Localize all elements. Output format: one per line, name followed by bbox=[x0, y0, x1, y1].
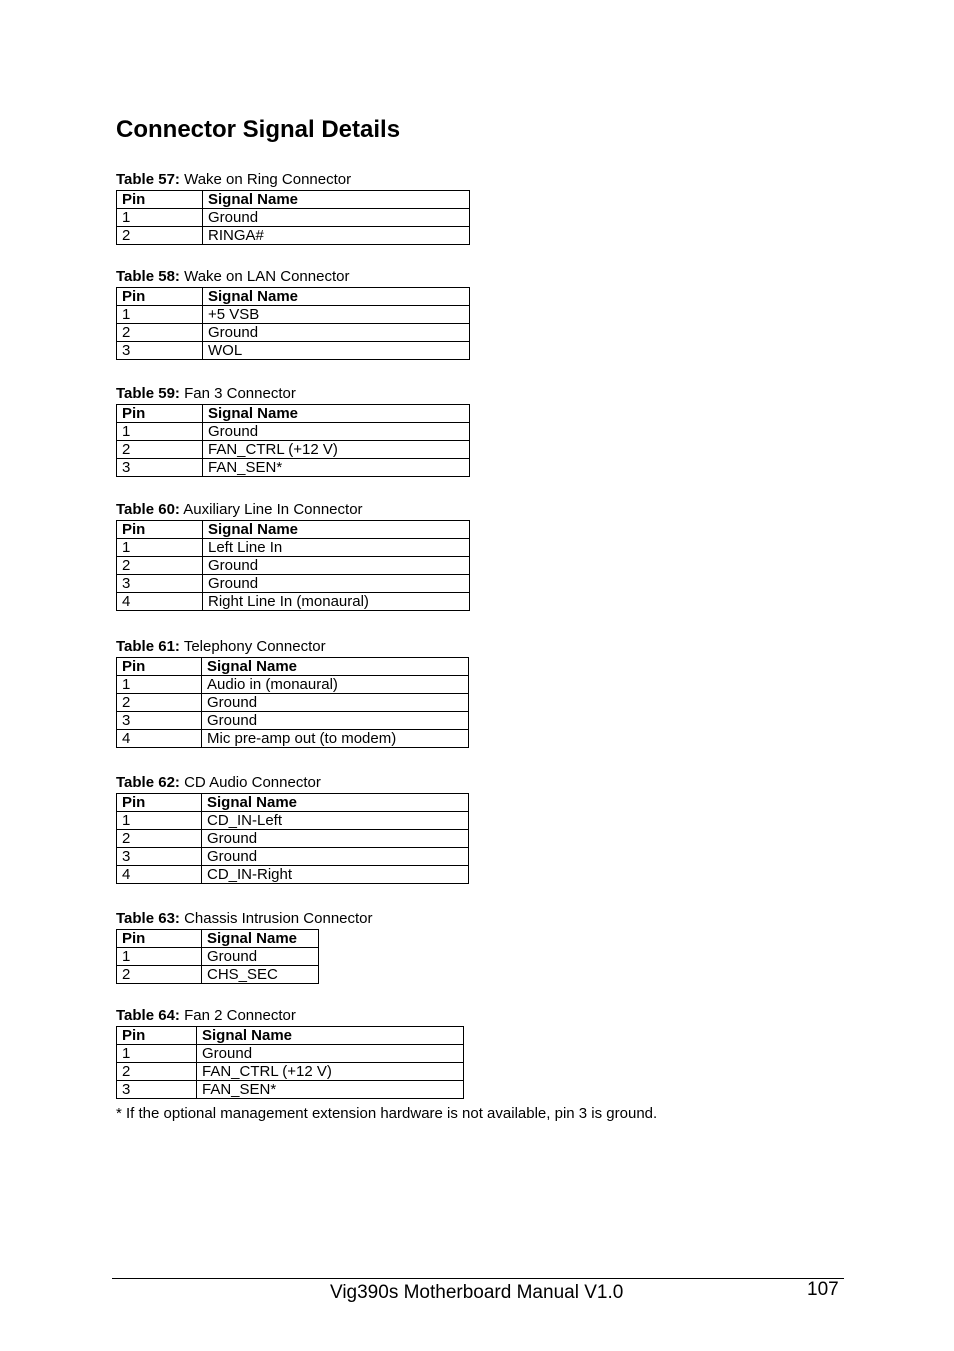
pin-cell: 3 bbox=[117, 575, 203, 593]
pin-cell: 3 bbox=[117, 459, 203, 477]
table-number: Table 59: bbox=[116, 385, 180, 402]
header-pin: Pin bbox=[117, 1027, 197, 1045]
header-signal: Signal Name bbox=[203, 405, 470, 423]
table-61-block bbox=[116, 637, 469, 748]
table-number: Table 60: bbox=[116, 501, 180, 518]
header-signal: Signal Name bbox=[202, 930, 319, 948]
table-title: Fan 3 Connector bbox=[184, 385, 296, 402]
pin-cell: 1 bbox=[117, 948, 202, 966]
pin-cell: 3 bbox=[117, 342, 203, 360]
pin-cell: 3 bbox=[117, 712, 202, 730]
signal-cell: FAN_CTRL (+12 V) bbox=[203, 441, 470, 459]
signal-cell: Ground bbox=[202, 712, 469, 730]
table-row bbox=[117, 459, 470, 477]
table-57-block bbox=[116, 170, 470, 245]
table-row bbox=[117, 676, 469, 694]
signal-cell: Ground bbox=[202, 848, 469, 866]
pin-cell: 2 bbox=[117, 441, 203, 459]
pin-cell: 1 bbox=[117, 812, 202, 830]
table-header-row bbox=[117, 1027, 464, 1045]
table-59-block bbox=[116, 384, 470, 477]
table-header-row bbox=[117, 405, 470, 423]
signal-cell: CD_IN-Left bbox=[202, 812, 469, 830]
pin-cell: 2 bbox=[117, 1063, 197, 1081]
pin-cell: 4 bbox=[117, 730, 202, 748]
header-pin: Pin bbox=[117, 658, 202, 676]
pin-cell: 4 bbox=[117, 866, 202, 884]
header-signal: Signal Name bbox=[203, 521, 470, 539]
table-header-row bbox=[117, 930, 319, 948]
header-signal: Signal Name bbox=[202, 658, 469, 676]
table-row bbox=[117, 227, 470, 245]
table-caption bbox=[116, 267, 470, 287]
signal-cell: Ground bbox=[203, 209, 470, 227]
table-row bbox=[117, 830, 469, 848]
pin-cell: 3 bbox=[117, 848, 202, 866]
table-title: CD Audio Connector bbox=[184, 774, 321, 791]
signal-cell: Ground bbox=[203, 557, 470, 575]
signal-cell: Ground bbox=[202, 948, 319, 966]
table-row bbox=[117, 342, 470, 360]
header-signal: Signal Name bbox=[203, 191, 470, 209]
table-row bbox=[117, 423, 470, 441]
signal-table bbox=[116, 404, 470, 477]
table-row bbox=[117, 1063, 464, 1081]
signal-cell: Ground bbox=[202, 694, 469, 712]
header-pin: Pin bbox=[117, 794, 202, 812]
signal-cell: CD_IN-Right bbox=[202, 866, 469, 884]
pin-cell: 1 bbox=[117, 1045, 197, 1063]
signal-table bbox=[116, 793, 469, 884]
page-number: 107 bbox=[807, 1279, 839, 1300]
header-pin: Pin bbox=[117, 288, 203, 306]
table-caption bbox=[116, 170, 470, 190]
pin-cell: 2 bbox=[117, 557, 203, 575]
table-63-block bbox=[116, 909, 373, 984]
table-header-row bbox=[117, 658, 469, 676]
table-caption bbox=[116, 637, 469, 657]
table-number: Table 58: bbox=[116, 268, 180, 285]
signal-cell: FAN_SEN* bbox=[197, 1081, 464, 1099]
pin-cell: 1 bbox=[117, 306, 203, 324]
table-caption bbox=[116, 773, 469, 793]
table-header-row bbox=[117, 191, 470, 209]
pin-cell: 2 bbox=[117, 227, 203, 245]
page-title: Connector Signal Details bbox=[116, 116, 401, 143]
signal-cell: Left Line In bbox=[203, 539, 470, 557]
table-header-row bbox=[117, 288, 470, 306]
footer-divider bbox=[112, 1278, 844, 1279]
table-header-row bbox=[117, 521, 470, 539]
signal-cell: CHS_SEC bbox=[202, 966, 319, 984]
signal-table bbox=[116, 287, 470, 360]
table-title: Chassis Intrusion Connector bbox=[184, 910, 373, 927]
table-row bbox=[117, 694, 469, 712]
table-title: Telephony Connector bbox=[183, 638, 326, 655]
header-signal: Signal Name bbox=[197, 1027, 464, 1045]
signal-cell: FAN_SEN* bbox=[203, 459, 470, 477]
table-row bbox=[117, 209, 470, 227]
table-title: Wake on LAN Connector bbox=[184, 268, 350, 285]
table-header-row bbox=[117, 794, 469, 812]
signal-cell: Ground bbox=[203, 423, 470, 441]
table-row bbox=[117, 730, 469, 748]
table-row bbox=[117, 539, 470, 557]
table-row bbox=[117, 306, 470, 324]
table-number: Table 57: bbox=[116, 171, 180, 188]
pin-cell: 1 bbox=[117, 676, 202, 694]
signal-cell: Ground bbox=[203, 575, 470, 593]
signal-cell: WOL bbox=[203, 342, 470, 360]
table-58-block bbox=[116, 267, 470, 360]
footnote: * If the optional management extension hardware is not available, pin 3 is ground. bbox=[116, 1105, 658, 1122]
table-title: Auxiliary Line In Connector bbox=[183, 501, 363, 518]
signal-cell: Ground bbox=[202, 830, 469, 848]
table-row bbox=[117, 1045, 464, 1063]
table-row bbox=[117, 948, 319, 966]
pin-cell: 2 bbox=[117, 966, 202, 984]
table-caption bbox=[116, 384, 470, 404]
pin-cell: 2 bbox=[117, 694, 202, 712]
table-number: Table 63: bbox=[116, 910, 180, 927]
pin-cell: 2 bbox=[117, 324, 203, 342]
signal-cell: RINGA# bbox=[203, 227, 470, 245]
signal-cell: Ground bbox=[197, 1045, 464, 1063]
signal-table bbox=[116, 190, 470, 245]
header-signal: Signal Name bbox=[203, 288, 470, 306]
header-pin: Pin bbox=[117, 930, 202, 948]
signal-table bbox=[116, 520, 470, 611]
table-row bbox=[117, 1081, 464, 1099]
table-60-block bbox=[116, 500, 470, 611]
signal-table bbox=[116, 657, 469, 748]
header-signal: Signal Name bbox=[202, 794, 469, 812]
table-row bbox=[117, 712, 469, 730]
pin-cell: 1 bbox=[117, 539, 203, 557]
signal-cell: Mic pre-amp out (to modem) bbox=[202, 730, 469, 748]
signal-cell: Audio in (monaural) bbox=[202, 676, 469, 694]
table-row bbox=[117, 324, 470, 342]
table-row bbox=[117, 441, 470, 459]
table-caption bbox=[116, 1006, 464, 1026]
pin-cell: 4 bbox=[117, 593, 203, 611]
footer-manual-title: Vig390s Motherboard Manual V1.0 bbox=[330, 1282, 624, 1303]
signal-table bbox=[116, 1026, 464, 1099]
table-number: Table 62: bbox=[116, 774, 180, 791]
signal-table bbox=[116, 929, 319, 984]
table-number: Table 61: bbox=[116, 638, 180, 655]
pin-cell: 3 bbox=[117, 1081, 197, 1099]
table-number: Table 64: bbox=[116, 1007, 180, 1024]
signal-cell: Right Line In (monaural) bbox=[203, 593, 470, 611]
table-row bbox=[117, 812, 469, 830]
table-row bbox=[117, 557, 470, 575]
pin-cell: 1 bbox=[117, 209, 203, 227]
header-pin: Pin bbox=[117, 405, 203, 423]
table-row bbox=[117, 848, 469, 866]
table-title: Fan 2 Connector bbox=[184, 1007, 296, 1024]
header-pin: Pin bbox=[117, 191, 203, 209]
table-row bbox=[117, 575, 470, 593]
table-row bbox=[117, 966, 319, 984]
table-row bbox=[117, 593, 470, 611]
signal-cell: FAN_CTRL (+12 V) bbox=[197, 1063, 464, 1081]
signal-cell: Ground bbox=[203, 324, 470, 342]
pin-cell: 2 bbox=[117, 830, 202, 848]
table-62-block bbox=[116, 773, 469, 884]
table-caption bbox=[116, 500, 470, 520]
table-64-block bbox=[116, 1006, 464, 1099]
table-title: Wake on Ring Connector bbox=[184, 171, 352, 188]
header-pin: Pin bbox=[117, 521, 203, 539]
pin-cell: 1 bbox=[117, 423, 203, 441]
signal-cell: +5 VSB bbox=[203, 306, 470, 324]
table-row bbox=[117, 866, 469, 884]
table-caption bbox=[116, 909, 373, 929]
